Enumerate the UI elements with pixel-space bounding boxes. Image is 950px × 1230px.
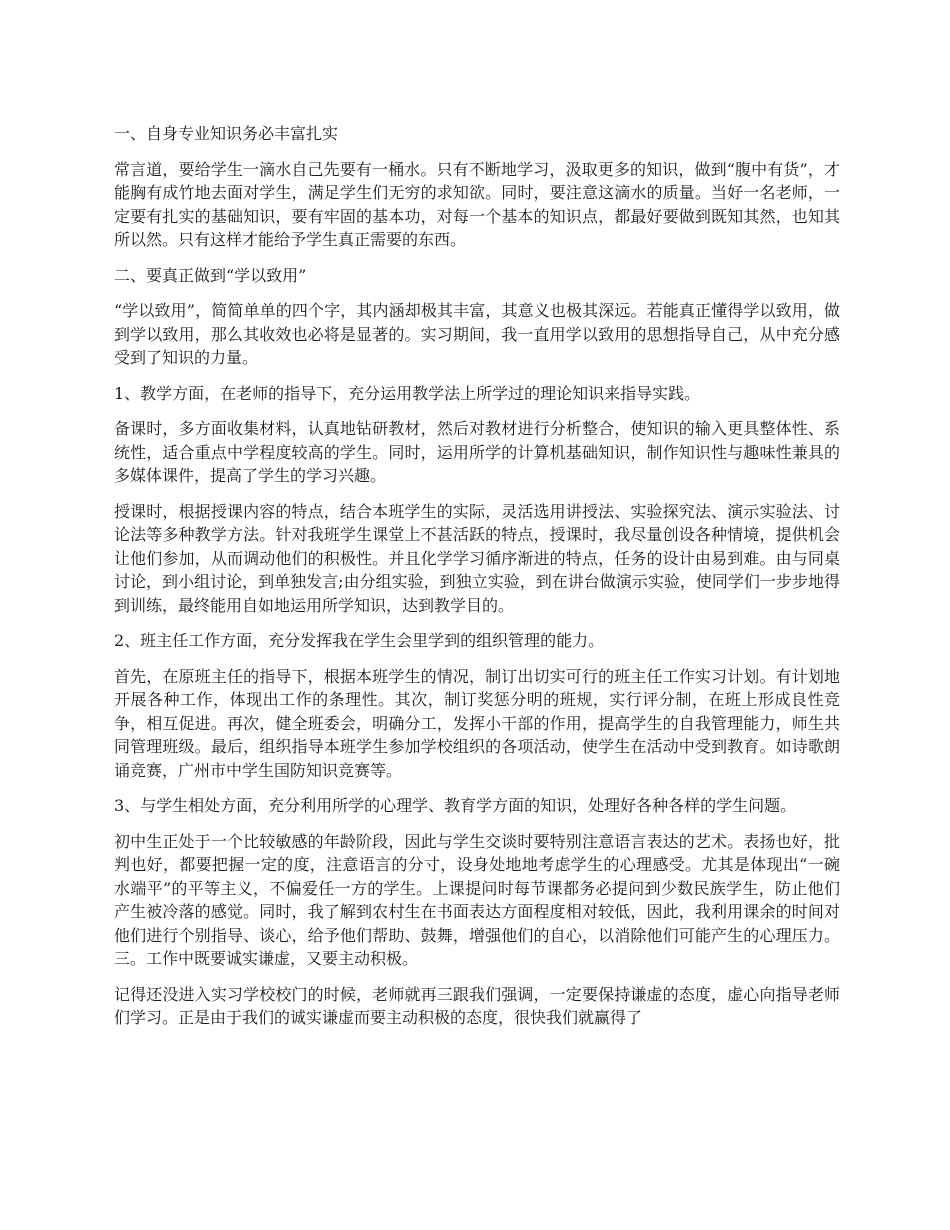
paragraph-knowledge: 常言道，要给学生一滴水自己先要有一桶水。只有不断地学习，汲取更多的知识，做到“腹中有货”，才能胸有成竹地去面对学生，满足学生们无穷的求知欲。同时，要注意这滴水的质量。当好一名老师，一定要有扎实的基础知识，要有牢固的基本功，对每一个基本的知识点，都最好要做到既知其然，也知其所以然。只有这样才能给予学生真正需要的东西。 (114, 159, 840, 249)
subheading-teaching: 1、教学方面，在老师的指导下，充分运用教学法上所学过的理论知识来指导实践。 (114, 383, 701, 403)
section-heading-2: 二、要真正做到“学以致用” (114, 265, 307, 285)
paragraph-lesson-prep: 备课时，多方面收集材料，认真地钻研教材，然后对教材进行分析整合，使知识的输入更具整体性、系统性，适合重点中学程度较高的学生。同时，运用所学的计算机基础知识，制作知识性与趣味性兼具的多媒体课件，提高了学生的学习兴趣。 (114, 419, 840, 485)
subheading-class-teacher: 2、班主任工作方面，充分发挥我在学生会里学到的组织管理的能力。 (114, 631, 605, 650)
subheading-student-relations: 3、与学生相处方面，充分利用所学的心理学、教育学方面的知识，处理好各种各样的学生问题。 (114, 796, 797, 815)
paragraph-student-psychology: 初中生正处于一个比较敏感的年龄阶段，因此与学生交谈时要特别注意语言表达的艺术。表扬也好，批判也好，都要把握一定的度，注意语言的分寸，设身处地地考虑学生的心理感受。尤其是体现出“一碗水端平”的平等主义，不偏爱任一方的学生。上课提问时每节课都务必提问到少数民族学生，防止他们产生被冷落的感觉。同时，我了解到农村生在书面表达方面程度相对较低，因此，我利用课余的时间对他们进行个别指导、谈心，给予他们帮助、鼓舞，增强他们的自心，以消除他们可能产生的心理压力。三。工作中既要诚实谦虚，又要主动积极。 (114, 831, 840, 968)
document-body (114, 122, 840, 1042)
paragraph-humility: 记得还没进入实习学校校门的时候，老师就再三跟我们强调，一定要保持谦虚的态度，虚心向指导老师们学习。正是由于我们的诚实谦虚而要主动积极的态度，很快我们就赢得了 (114, 984, 840, 1027)
section-heading-1: 一、自身专业知识务必丰富扎实 (114, 124, 339, 143)
paragraph-class-management: 首先，在原班主任的指导下，根据本班学生的情况，制订出切实可行的班主任工作实习计划。有计划地开展各种工作，体现出工作的条理性。其次，制订奖惩分明的班规，实行评分制，在班上形成良性竞争，相互促进。再次，健全班委会，明确分工，发挥小干部的作用，提高学生的自我管理能力，师生共同管理班级。最后，组织指导本班学生参加学校组织的各项活动，使学生在活动中受到教育。如诗歌朗诵竞赛，广州市中学生国防知识竞赛等。 (114, 666, 840, 780)
paragraph-apply-learning: “学以致用”，简简单单的四个字，其内涵却极其丰富，其意义也极其深远。若能真正懂得学以致用，做到学以致用，那么其收效也必将是显著的。实习期间，我一直用学以致用的思想指导自己，从中充分感受到了知识的力量。 (114, 301, 840, 367)
paragraph-lecturing: 授课时，根据授课内容的特点，结合本班学生的实际，灵活选用讲授法、实验探究法、演示实验法、讨论法等多种教学方法。针对我班学生课堂上不甚活跃的特点，授课时，我尽量创设各种情境，提供机会让他们参加，从而调动他们的积极性。并且化学学习循序渐进的特点，任务的设计由易到难。由与同桌讨论，到小组讨论，到单独发言;由分组实验，到独立实验，到在讲台做演示实验，使同学们一步步地得到训练，最终能用自如地运用所学知识，达到教学目的。 (114, 501, 840, 615)
